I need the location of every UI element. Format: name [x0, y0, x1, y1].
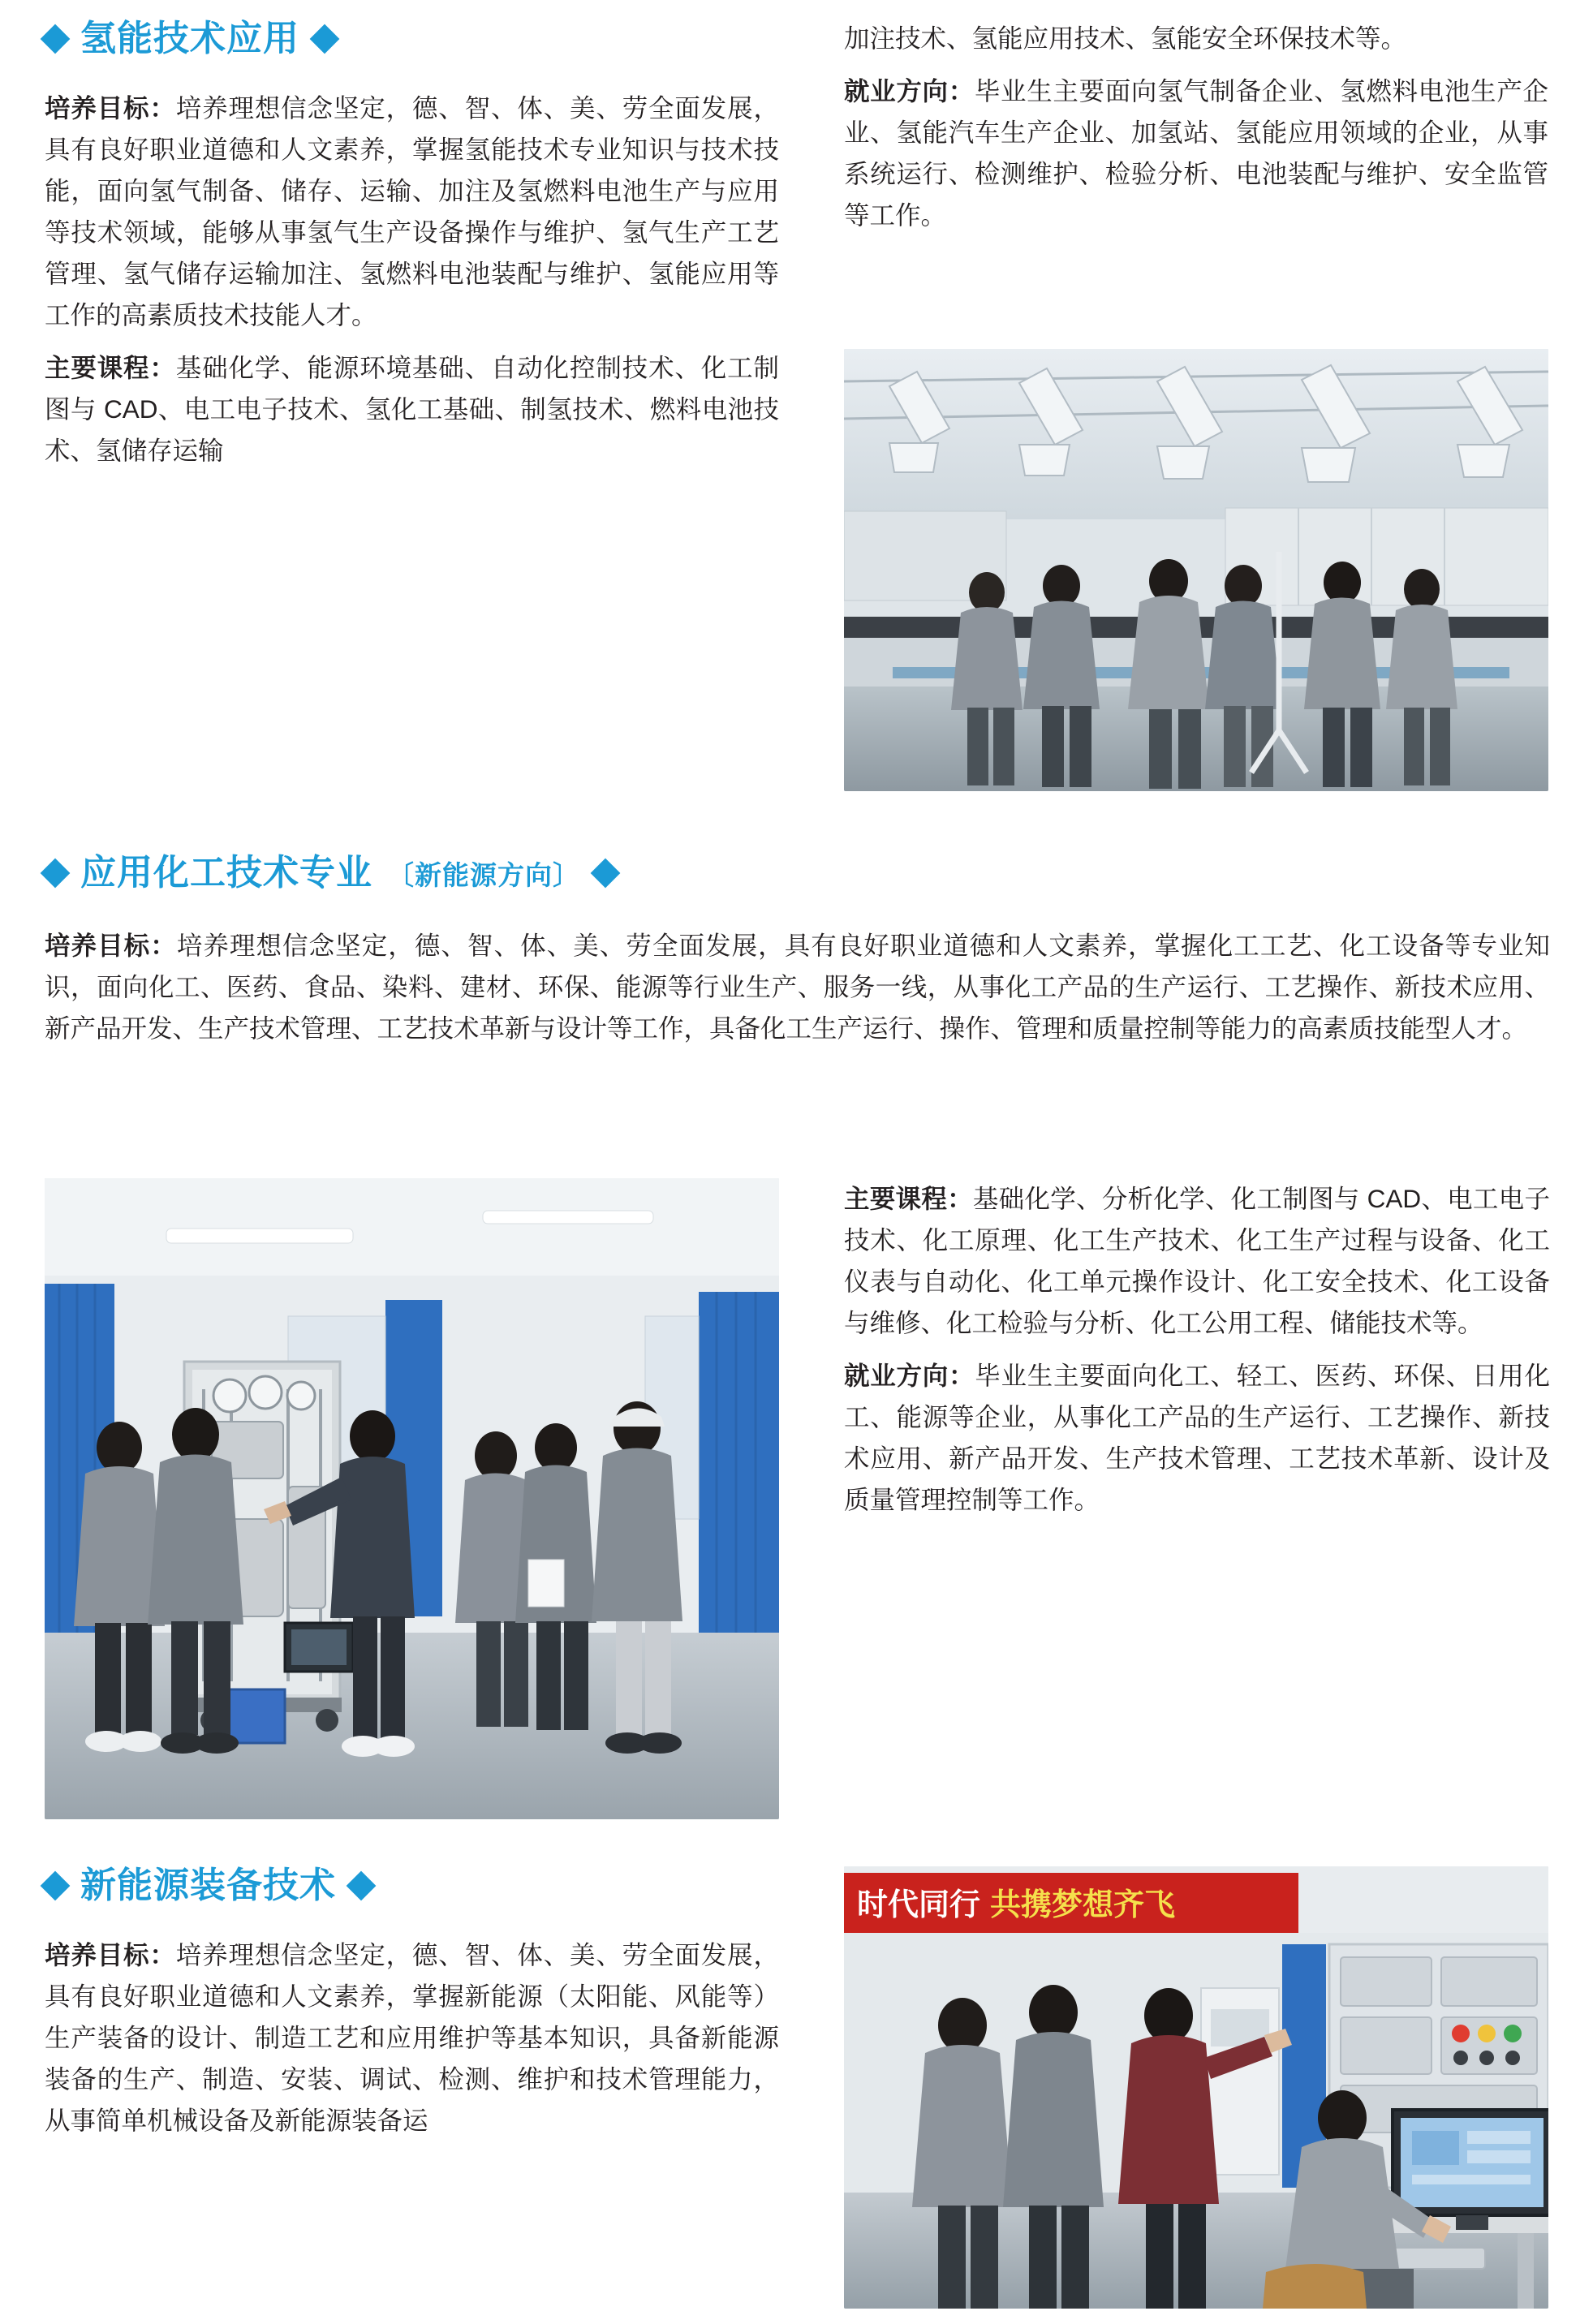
- diamond-bullet-icon: [310, 24, 340, 54]
- newenergy-left-column: [45, 1935, 779, 2153]
- hydrogen-jobs-paragraph: [844, 71, 1548, 236]
- diamond-bullet-icon: [591, 859, 621, 889]
- chemical-jobs-paragraph: [844, 1355, 1550, 1521]
- chemical-intro-block: [45, 925, 1550, 1061]
- section-title: 氢能技术应用: [80, 19, 299, 58]
- jobs-label: 就业方向：: [844, 1361, 975, 1391]
- courses-label: 主要课程：: [45, 353, 176, 383]
- section-title: 新能源装备技术: [80, 1866, 336, 1905]
- diamond-bullet-icon: [347, 1871, 377, 1901]
- courses-text-left: 基础化学、能源环境基础、自动化控制技术、化工制图与 CAD、电工电子技术、氢化工基础、制氢技术、燃料电池技术、氢储存运输: [45, 353, 779, 466]
- chemical-right-column: [844, 1178, 1550, 1532]
- jobs-label: 就业方向：: [844, 76, 975, 106]
- diamond-bullet-icon: [41, 859, 71, 889]
- hydrogen-left-column: [45, 88, 779, 483]
- section-heading-newenergy: [45, 1866, 372, 1905]
- goal-text: 培养理想信念坚定，德、智、体、美、劳全面发展，具有良好职业道德和人文素养，掌握新能源（太阳能、风能等）生产装备的设计、制造工艺和应用维护等基本知识，具备新能源装备的生产、制造、安装、调试、检测、维护和技术管理能力，从事简单机械设备及新能源装备运: [45, 1940, 779, 2136]
- jobs-text: 毕业生主要面向化工、轻工、医药、环保、日用化工、能源等企业，从事化工产品的生产运行、工艺操作、新技术应用、新产品开发、生产技术管理、工艺技术革新、设计及质量管理控制等工作。: [844, 1361, 1550, 1515]
- svg-text:共携梦想齐飞: 共携梦想齐飞: [990, 1888, 1176, 1922]
- section-heading-chemical: [45, 854, 616, 893]
- chemical-courses-paragraph: [844, 1178, 1550, 1344]
- goal-label: 培养目标：: [45, 931, 177, 960]
- hydrogen-courses-continued: [844, 18, 1548, 59]
- section-title: 应用化工技术专业: [80, 853, 372, 893]
- section-subtitle: 〔新能源方向〕: [387, 859, 580, 890]
- courses-text: 基础化学、分析化学、化工制图与 CAD、电工电子技术、化工原理、化工生产技术、化工生产过程与设备、化工仪表与自动化、化工单元操作设计、化工安全技术、化工设备与维修、化工检验与分析、化工公用工程、储能技术等。: [844, 1184, 1550, 1338]
- chemical-goal-paragraph: [45, 925, 1550, 1049]
- hydrogen-right-column: [844, 18, 1548, 247]
- chemical-training-photo: [45, 1178, 779, 1819]
- goal-label: 培养目标：: [45, 1940, 176, 1969]
- courses-label: 主要课程：: [844, 1184, 973, 1213]
- svg-text:时代同行: 时代同行: [857, 1888, 981, 1922]
- newenergy-lab-photo: [844, 1866, 1548, 2309]
- goal-label: 培养目标：: [45, 93, 176, 123]
- jobs-text: 毕业生主要面向氢气制备企业、氢燃料电池生产企业、氢能汽车生产企业、加氢站、氢能应用领域的企业，从事系统运行、检测维护、检验分析、电池装配与维护、安全监管等工作。: [844, 76, 1548, 230]
- hydrogen-courses-paragraph: [45, 347, 779, 471]
- goal-text: 培养理想信念坚定，德、智、体、美、劳全面发展，具有良好职业道德和人文素养，掌握化工工艺、化工设备等专业知识，面向化工、医药、食品、染料、建材、环保、能源等行业生产、服务一线，从事化工产品的生产运行、工艺操作、新技术应用、新产品开发、生产技术管理、工艺技术革新与设计等工作，具备化工生产运行、操作、管理和质量控制等能力的高素质技能型人才。: [45, 931, 1550, 1044]
- hydrogen-goal-paragraph: [45, 88, 779, 336]
- diamond-bullet-icon: [41, 24, 71, 54]
- section-heading-hydrogen: [45, 19, 335, 58]
- newenergy-goal-paragraph: [45, 1935, 779, 2141]
- hydrogen-lab-photo: [844, 349, 1548, 791]
- courses-text-right: 加注技术、氢能应用技术、氢能安全环保技术等。: [844, 24, 1407, 53]
- goal-text: 培养理想信念坚定，德、智、体、美、劳全面发展，具有良好职业道德和人文素养，掌握氢能技术专业知识与技术技能，面向氢气制备、储存、运输、加注及氢燃料电池生产与应用等技术领域，能够从事氢气生产设备操作与维护、氢气生产工艺管理、氢气储存运输加注、氢燃料电池装配与维护、氢能应用等工作的高素质技术技能人才。: [45, 93, 779, 330]
- diamond-bullet-icon: [41, 1871, 71, 1901]
